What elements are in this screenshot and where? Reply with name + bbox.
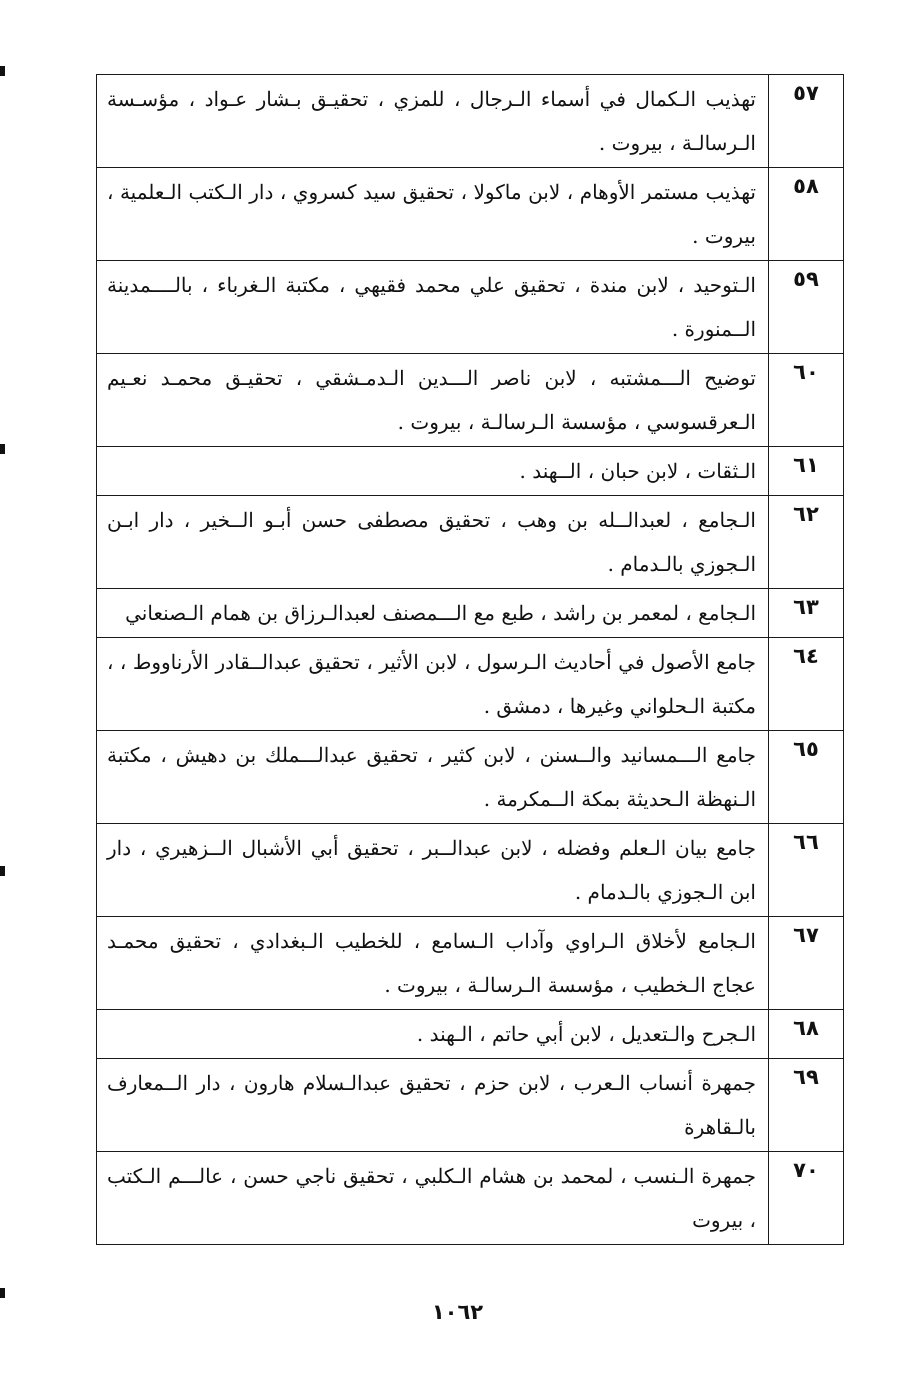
entry-number: ٦٣ xyxy=(769,589,844,638)
entry-number: ٦٢ xyxy=(769,496,844,589)
entry-number: ٦٧ xyxy=(769,917,844,1010)
page-number: ١٠٦٢ xyxy=(431,1300,484,1324)
entry-text: الـثقات ، لابن حبان ، الــهند . xyxy=(97,447,769,496)
table-row xyxy=(97,1010,844,1059)
entry-number: ٦٤ xyxy=(769,638,844,731)
entry-text: جمهرة الـنسب ، لمحمد بن هشام الـكلبي ، تحقيق ناجي حسن ، عالـــم الـكتب ، بيروت xyxy=(97,1152,769,1245)
entry-text: جامع بيان الـعلم وفضله ، لابن عبدالــبر ، تحقيق أبي الأشبال الــزهيري ، دار ابن الـجوزي بالـدمام . xyxy=(97,824,769,917)
table-row xyxy=(97,589,844,638)
entry-number: ٦٨ xyxy=(769,1010,844,1059)
table-row xyxy=(97,1152,844,1245)
scan-edge-mark xyxy=(0,866,5,876)
table-row xyxy=(97,917,844,1010)
entry-number: ٧٠ xyxy=(769,1152,844,1245)
table-row xyxy=(97,496,844,589)
table-row xyxy=(97,824,844,917)
entry-number: ٥٧ xyxy=(769,75,844,168)
scan-edge-mark xyxy=(0,444,5,454)
table-row xyxy=(97,168,844,261)
entry-number: ٦٦ xyxy=(769,824,844,917)
entry-number: ٥٩ xyxy=(769,261,844,354)
table-row xyxy=(97,447,844,496)
table-row xyxy=(97,261,844,354)
table-row xyxy=(97,638,844,731)
entry-text: الـجامع ، لمعمر بن راشد ، طبع مع الـــمصنف لعبدالـرزاق بن همام الـصنعاني xyxy=(97,589,769,638)
entry-text: جامع الـــمسانيد والــسنن ، لابن كثير ، تحقيق عبدالـــملك بن دهيش ، مكتبة الـنهظة الـحديثة بمكة الــمكرمة . xyxy=(97,731,769,824)
entry-number: ٦٥ xyxy=(769,731,844,824)
table-row xyxy=(97,75,844,168)
table-row xyxy=(97,354,844,447)
entry-text: تهذيب مستمر الأوهام ، لابن ماكولا ، تحقيق سيد كسروي ، دار الـكتب الـعلمية ، بيروت . xyxy=(97,168,769,261)
entry-text: الـجامع لأخلاق الـراوي وآداب الـسامع ، للخطيب الـبغدادي ، تحقيق محمـد عجاج الـخطيب ، مؤسسة الـرسالـة ، بيروت . xyxy=(97,917,769,1010)
entry-text: الـجامع ، لعبدالــله بن وهب ، تحقيق مصطفى حسن أبـو الــخير ، دار ابـن الـجوزي بالـدمام . xyxy=(97,496,769,589)
entry-text: توضيح الـــمشتبه ، لابن ناصر الـــدين الـدمـشقي ، تحقيـق محمـد نعـيم الـعرقسوسي ، مؤسسة الـرسالـة ، بيروت . xyxy=(97,354,769,447)
entry-text: جمهرة أنساب الـعرب ، لابن حزم ، تحقيق عبدالـسلام هارون ، دار الــمعارف بالـقاهرة xyxy=(97,1059,769,1152)
entry-text: تهذيب الـكمال في أسماء الـرجال ، للمزي ، تحقيـق بـشار عـواد ، مؤسـسة الـرسالـة ، بيروت . xyxy=(97,75,769,168)
entry-number: ٦٩ xyxy=(769,1059,844,1152)
table-row xyxy=(97,1059,844,1152)
table-row xyxy=(97,731,844,824)
entry-text: الـجرح والـتعديل ، لابن أبي حاتم ، الـهند . xyxy=(97,1010,769,1059)
entry-number: ٦١ xyxy=(769,447,844,496)
entry-text: جامع الأصول في أحاديث الـرسول ، لابن الأثير ، تحقيق عبدالــقادر الأرناووط ، ، مكتبة الـحلواني وغيرها ، دمشق . xyxy=(97,638,769,731)
scan-edge-mark xyxy=(0,1288,5,1298)
references-table xyxy=(96,74,844,1245)
entry-number: ٦٠ xyxy=(769,354,844,447)
entry-text: الـتوحيد ، لابن مندة ، تحقيق علي محمد فقيهي ، مكتبة الـغرباء ، بالــــمدينة الــمنورة . xyxy=(97,261,769,354)
scan-edge-mark xyxy=(0,66,5,76)
entry-number: ٥٨ xyxy=(769,168,844,261)
